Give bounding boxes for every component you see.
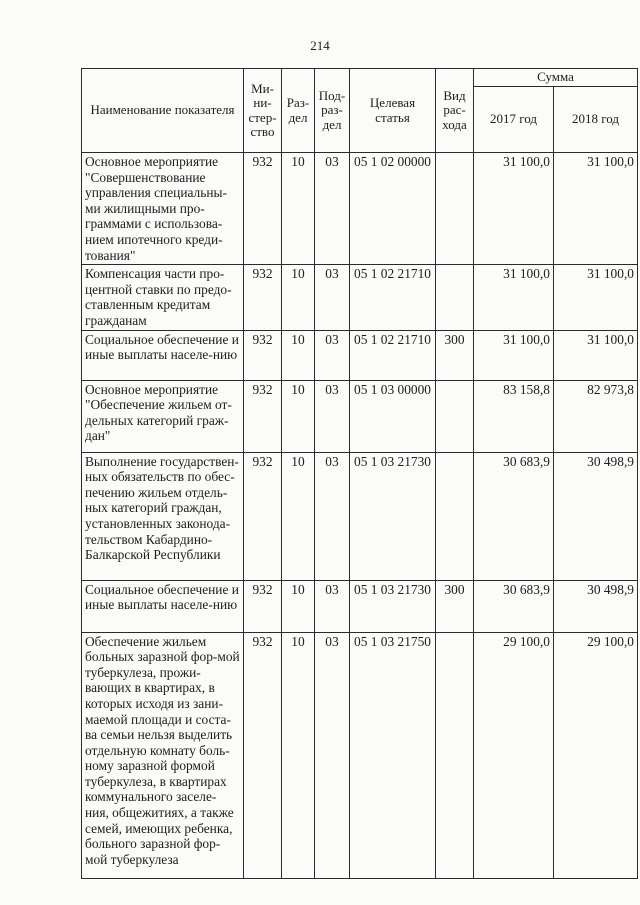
row-name: Основное мероприятие "Обеспечение жильем от-дельных категорий граж-дан" bbox=[82, 380, 244, 452]
row-name: Обеспечение жильем больных заразной фор-мой туберкулеза, прожи-вающих в квартирах, в которых исходя из зани-маемой площади и соста-ва семьи нельзя выделить отдельную комнату боль-ному заразной формой туберкулеза, в квартирах коммунального заселе-ния, общежитиях, а также семей, имеющих ребенка, больного заразной фор-мой туберкулеза bbox=[82, 632, 244, 878]
row-2018: 31 100,0 bbox=[554, 265, 638, 330]
row-target: 05 1 03 21750 bbox=[350, 632, 436, 878]
page-number: 214 bbox=[310, 38, 330, 53]
row-name: Основное мероприятие "Совершенствование управления специальны-ми жилищными про-граммами с использова-нием ипотечного креди-тования" bbox=[82, 153, 244, 265]
header-ministry: Ми-ни-стер-ство bbox=[244, 69, 282, 153]
row-ministry: 932 bbox=[244, 380, 282, 452]
budget-table bbox=[81, 68, 638, 879]
header-expense-type: Вид рас-хода bbox=[436, 69, 474, 153]
row-section: 10 bbox=[282, 330, 315, 380]
row-ministry: 932 bbox=[244, 632, 282, 878]
row-ministry: 932 bbox=[244, 580, 282, 632]
table-row bbox=[82, 265, 638, 330]
header-target: Целевая статья bbox=[350, 69, 436, 153]
row-ministry: 932 bbox=[244, 330, 282, 380]
row-expense-type bbox=[436, 153, 474, 265]
row-section: 10 bbox=[282, 265, 315, 330]
row-expense-type bbox=[436, 632, 474, 878]
row-2017: 30 683,9 bbox=[474, 580, 554, 632]
row-target: 05 1 02 00000 bbox=[350, 153, 436, 265]
row-expense-type bbox=[436, 265, 474, 330]
row-2018: 31 100,0 bbox=[554, 153, 638, 265]
row-ministry: 932 bbox=[244, 452, 282, 580]
row-section: 10 bbox=[282, 452, 315, 580]
row-subsection: 03 bbox=[315, 580, 350, 632]
header-year-2018: 2018 год bbox=[554, 87, 638, 153]
row-ministry: 932 bbox=[244, 153, 282, 265]
row-expense-type: 300 bbox=[436, 580, 474, 632]
row-target: 05 1 03 21730 bbox=[350, 452, 436, 580]
row-subsection: 03 bbox=[315, 330, 350, 380]
row-subsection: 03 bbox=[315, 452, 350, 580]
row-2017: 31 100,0 bbox=[474, 153, 554, 265]
row-2017: 83 158,8 bbox=[474, 380, 554, 452]
row-expense-type bbox=[436, 380, 474, 452]
row-target: 05 1 03 00000 bbox=[350, 380, 436, 452]
row-name: Компенсация части про-центной ставки по предо-ставленным кредитам гражданам bbox=[82, 265, 244, 330]
row-section: 10 bbox=[282, 380, 315, 452]
row-2017: 30 683,9 bbox=[474, 452, 554, 580]
row-name: Социальное обеспечение и иные выплаты населе-нию bbox=[82, 330, 244, 380]
row-subsection: 03 bbox=[315, 632, 350, 878]
table-row bbox=[82, 632, 638, 878]
table-row bbox=[82, 380, 638, 452]
row-2018: 30 498,9 bbox=[554, 452, 638, 580]
header-sum: Сумма bbox=[474, 69, 638, 87]
table-row bbox=[82, 330, 638, 380]
row-target: 05 1 03 21730 bbox=[350, 580, 436, 632]
table-row bbox=[82, 153, 638, 265]
row-section: 10 bbox=[282, 632, 315, 878]
header-name: Наименование показателя bbox=[82, 69, 244, 153]
row-name: Социальное обеспечение и иные выплаты населе-нию bbox=[82, 580, 244, 632]
row-name: Выполнение государствен-ных обязательств по обес-печению жильем отдель-ных категорий граждан, установленных законода-тельством Кабардино-Балкарской Республики bbox=[82, 452, 244, 580]
row-ministry: 932 bbox=[244, 265, 282, 330]
header-section: Раз-дел bbox=[282, 69, 315, 153]
table-row bbox=[82, 580, 638, 632]
row-section: 10 bbox=[282, 153, 315, 265]
row-expense-type: 300 bbox=[436, 330, 474, 380]
row-subsection: 03 bbox=[315, 265, 350, 330]
row-section: 10 bbox=[282, 580, 315, 632]
row-target: 05 1 02 21710 bbox=[350, 265, 436, 330]
row-subsection: 03 bbox=[315, 380, 350, 452]
row-target: 05 1 02 21710 bbox=[350, 330, 436, 380]
row-2017: 31 100,0 bbox=[474, 330, 554, 380]
header-subsection: Под-раз-дел bbox=[315, 69, 350, 153]
row-2018: 29 100,0 bbox=[554, 632, 638, 878]
row-expense-type bbox=[436, 452, 474, 580]
row-2017: 31 100,0 bbox=[474, 265, 554, 330]
row-subsection: 03 bbox=[315, 153, 350, 265]
row-2018: 31 100,0 bbox=[554, 330, 638, 380]
row-2018: 30 498,9 bbox=[554, 580, 638, 632]
header-year-2017: 2017 год bbox=[474, 87, 554, 153]
row-2018: 82 973,8 bbox=[554, 380, 638, 452]
table-row bbox=[82, 452, 638, 580]
row-2017: 29 100,0 bbox=[474, 632, 554, 878]
